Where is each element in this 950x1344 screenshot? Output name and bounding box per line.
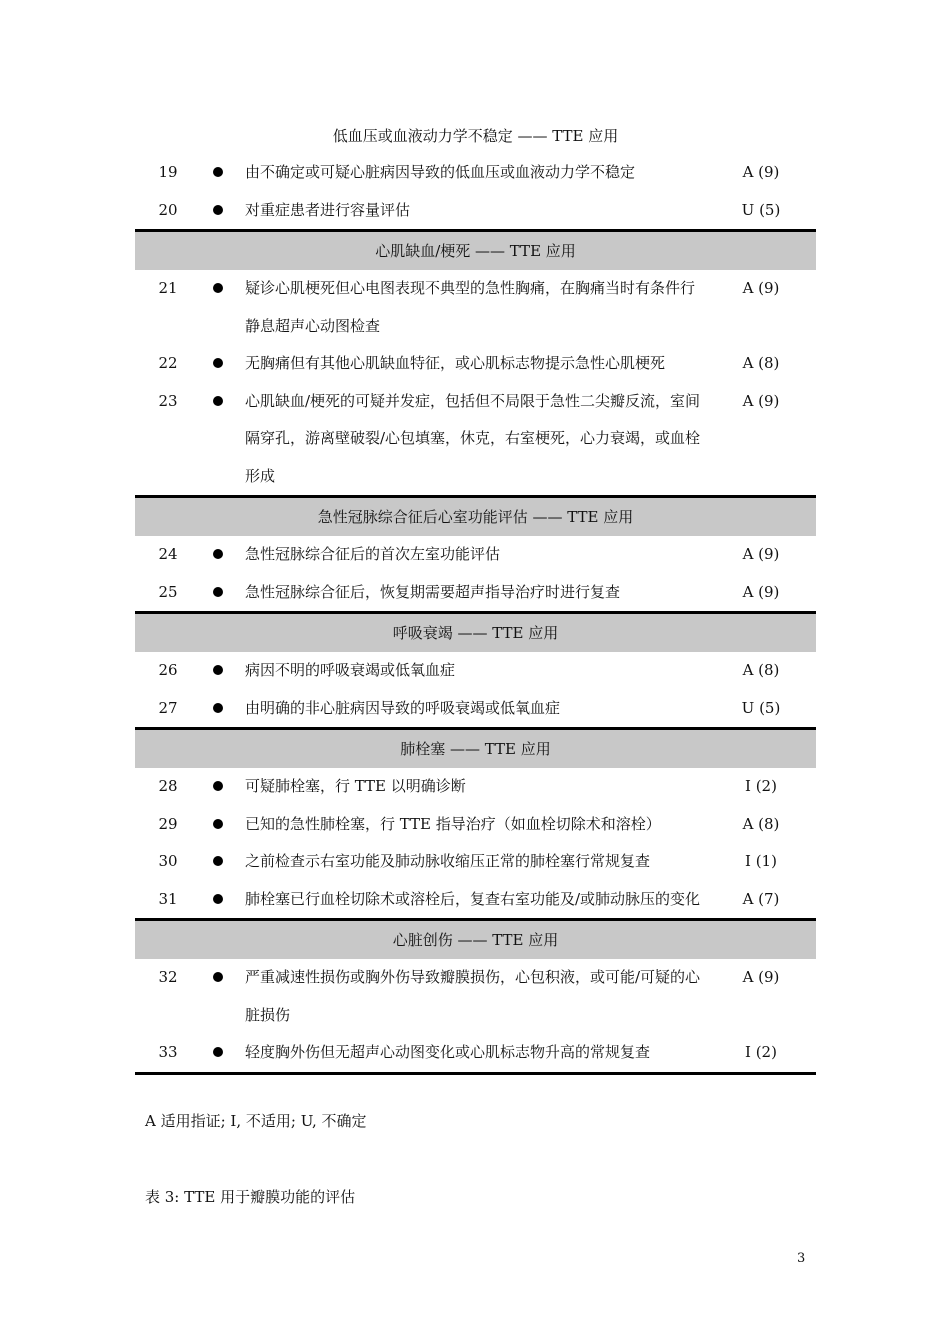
bullet-icon: [201, 383, 245, 496]
row-number: 33: [158, 1043, 178, 1061]
indication-text: 疑诊心肌梗死但心电图表现不典型的急性胸痛，在胸痛当时有条件行静息超声心动图检查: [245, 279, 696, 335]
indication-text: 由不确定或可疑心脏病因导致的低血压或血液动力学不稳定: [245, 163, 636, 181]
bullet-icon: [201, 270, 245, 345]
table-row: [135, 192, 816, 230]
row-number: 30: [158, 852, 178, 870]
row-number: 23: [158, 391, 178, 410]
row-number: 31: [158, 889, 178, 908]
bullet-icon: [201, 536, 245, 574]
table-row: [135, 154, 816, 192]
indication-text: 严重减速性损伤或胸外伤导致瓣膜损伤，心包积液，或可能/可疑的心脏损伤: [245, 968, 701, 1024]
row-number: 25: [158, 582, 178, 601]
row-number: 19: [158, 163, 178, 181]
indication-text: 急性冠脉综合征后，恢复期需要超声指导治疗时进行复查: [245, 582, 621, 601]
row-number: 24: [158, 545, 178, 563]
indication-text: 心肌缺血/梗死的可疑并发症，包括但不局限于急性二尖瓣反流，室间隔穿孔，游离壁破裂/心包填塞，休克，右室梗死，心力衰竭，或血栓形成: [245, 391, 701, 485]
appropriateness-rating: A (9): [742, 163, 780, 181]
indication-text: 轻度胸外伤但无超声心动图变化或心肌标志物升高的常规复查: [245, 1043, 651, 1061]
section-header: 呼吸衰竭 —— TTE 应用: [135, 611, 816, 652]
bullet-icon: [201, 768, 245, 806]
indication-text: 已知的急性肺栓塞，行 TTE 指导治疗（如血栓切除术和溶栓）: [245, 814, 661, 833]
table-row: [135, 1034, 816, 1072]
appropriateness-rating: A (7): [742, 889, 780, 908]
appropriateness-rating: A (8): [742, 661, 780, 679]
appropriateness-rating: I (1): [745, 852, 777, 870]
bullet-icon: [201, 690, 245, 728]
table-row: [135, 574, 816, 612]
next-table-caption: 表 3: TTE 用于瓣膜功能的评估: [145, 1188, 356, 1206]
row-number: 32: [158, 968, 178, 986]
appropriateness-rating: A (9): [742, 279, 780, 297]
appropriateness-rating: A (8): [742, 814, 780, 833]
indication-text: 可疑肺栓塞，行 TTE 以明确诊断: [245, 777, 466, 795]
indication-text: 病因不明的呼吸衰竭或低氧血症: [245, 661, 456, 679]
section-header: 急性冠脉综合征后心室功能评估 —— TTE 应用: [135, 495, 816, 536]
table-row: [135, 652, 816, 690]
indication-text: 之前检查示右室功能及肺动脉收缩压正常的肺栓塞行常规复查: [245, 852, 651, 870]
appropriateness-rating: U (5): [741, 698, 781, 717]
section-header: 低血压或血液动力学不稳定 —— TTE 应用: [332, 127, 619, 145]
table-row: [135, 881, 816, 919]
appropriateness-table: [135, 118, 816, 1075]
row-number: 22: [158, 354, 178, 372]
appropriateness-rating: A (9): [742, 582, 780, 601]
appropriateness-rating: I (2): [745, 1043, 777, 1061]
row-number: 21: [158, 279, 178, 297]
table-row: [135, 959, 816, 1034]
bullet-icon: [201, 1034, 245, 1072]
bullet-icon: [201, 959, 245, 1034]
row-number: 20: [158, 200, 178, 219]
table-row: [135, 843, 816, 881]
row-number: 29: [158, 814, 178, 833]
table-row: [135, 536, 816, 574]
indication-text: 肺栓塞已行血栓切除术或溶栓后，复查右室功能及/或肺动脉压的变化: [245, 889, 701, 908]
appropriateness-rating: I (2): [745, 777, 777, 795]
table-row: [135, 768, 816, 806]
section-header: 肺栓塞 —— TTE 应用: [135, 727, 816, 768]
appropriateness-rating: A (9): [742, 545, 780, 563]
row-number: 28: [158, 777, 178, 795]
page-number: 3: [797, 1251, 806, 1266]
table-row: [135, 345, 816, 383]
table-legend: A 适用指证; I, 不适用; U, 不确定: [145, 1112, 367, 1130]
appropriateness-rating: A (8): [742, 354, 780, 372]
bullet-icon: [201, 192, 245, 230]
section-header: 心脏创伤 —— TTE 应用: [135, 918, 816, 959]
table-row: [135, 270, 816, 345]
indication-text: 由明确的非心脏病因导致的呼吸衰竭或低氧血症: [245, 698, 561, 717]
bullet-icon: [201, 843, 245, 881]
bullet-icon: [201, 806, 245, 844]
bullet-icon: [201, 345, 245, 383]
section-header: 心肌缺血/梗死 —— TTE 应用: [135, 229, 816, 270]
appropriateness-rating: A (9): [742, 391, 780, 410]
bullet-icon: [201, 881, 245, 919]
indication-text: 无胸痛但有其他心肌缺血特征，或心肌标志物提示急性心肌梗死: [245, 354, 666, 372]
row-number: 26: [158, 661, 178, 679]
bullet-icon: [201, 574, 245, 612]
appropriateness-rating: U (5): [741, 200, 781, 219]
indication-text: 急性冠脉综合征后的首次左室功能评估: [245, 545, 501, 563]
table-row: [135, 383, 816, 496]
table-row: [135, 806, 816, 844]
row-number: 27: [158, 698, 178, 717]
table-bottom-rule: [135, 1072, 816, 1075]
indication-text: 对重症患者进行容量评估: [245, 200, 411, 219]
bullet-icon: [201, 652, 245, 690]
bullet-icon: [201, 154, 245, 192]
table-row: [135, 690, 816, 728]
appropriateness-rating: A (9): [742, 968, 780, 986]
